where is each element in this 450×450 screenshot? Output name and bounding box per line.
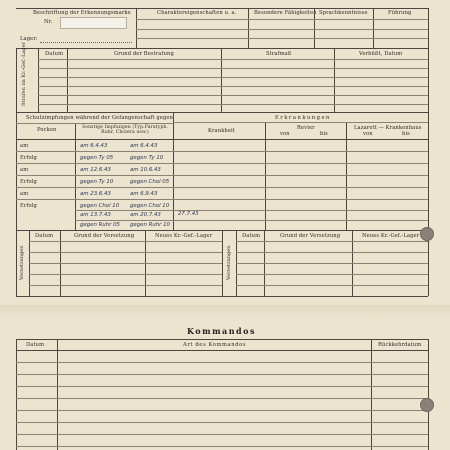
impf-r4-right: gegen Chol 05 <box>130 179 170 185</box>
divider <box>314 8 315 48</box>
divider <box>16 230 17 296</box>
pocken-am-3: am <box>20 191 29 197</box>
impf-r1-right: am 6.4.43 <box>130 143 158 149</box>
row-line <box>16 199 428 200</box>
row-line <box>236 274 428 275</box>
kommandos-col-rueckkehr: Rückkehrdatum <box>378 342 422 348</box>
strafen-col-strafmass: Strafmaß <box>266 51 292 57</box>
revier-von: von <box>280 131 290 137</box>
row-line <box>29 252 222 253</box>
row-line <box>29 241 222 242</box>
row-line <box>16 386 428 387</box>
row-line <box>236 241 428 242</box>
impf-r6-left: gegen Chol 10 <box>80 203 120 209</box>
vers-l-datum: Datum <box>35 233 54 239</box>
punch-hole <box>420 227 434 241</box>
impf-r8-right: gegen Ruhr 10 <box>130 222 170 228</box>
impf-r6-right: gegen Chol 10 <box>130 203 170 209</box>
strafen-col-datum: Datum <box>45 51 64 57</box>
divider <box>428 48 429 112</box>
section-border <box>16 339 428 340</box>
divider <box>16 48 17 112</box>
lager-line <box>40 42 132 43</box>
divider <box>136 8 137 48</box>
vers-l-grund: Grund der Versetzung <box>74 233 135 239</box>
row-line <box>236 263 428 264</box>
row-line <box>236 252 428 253</box>
row-line <box>16 362 428 363</box>
impf-r3-left: am 12.6.43 <box>80 167 111 173</box>
vers-r-lager: Neues Kr.-Gef.-Lager <box>362 233 420 239</box>
row-line <box>16 398 428 399</box>
pocken-am-1: am <box>20 143 29 149</box>
row-line <box>16 374 428 375</box>
row-line <box>29 274 222 275</box>
erkrankungen-title: Erkrankungen <box>275 115 331 121</box>
impf-r8-left: gegen Ruhr 05 <box>80 222 120 228</box>
row-line <box>173 122 428 123</box>
divider <box>373 8 374 48</box>
row-line <box>75 220 428 221</box>
row-line <box>16 350 428 351</box>
divider <box>428 8 429 48</box>
col-krankheit: Krankheit <box>208 128 235 134</box>
impf-r5-right: am 6.9.43 <box>130 191 158 197</box>
vers-r-grund: Grund der Versetzung <box>280 233 341 239</box>
row-line <box>236 285 428 286</box>
row-line <box>75 210 428 211</box>
lazarett-von: von <box>363 131 373 137</box>
section-border <box>16 48 428 49</box>
impf-r5-left: am 23.6.43 <box>80 191 111 197</box>
row-line <box>16 163 428 164</box>
impf-r3-right: am 10.6.43 <box>130 167 161 173</box>
section-border <box>16 112 428 113</box>
row-line <box>38 77 428 78</box>
impf-r4-left: gegen Ty 10 <box>80 179 114 185</box>
row-line <box>38 86 428 87</box>
row-line <box>38 59 428 60</box>
divider <box>67 48 68 112</box>
punch-hole <box>420 398 434 412</box>
col-erkennungsmarke: Beschriftung der Erkennungsmarke <box>33 10 131 16</box>
divider <box>16 112 17 230</box>
row-line <box>136 19 428 20</box>
row-line <box>16 151 428 152</box>
row-line <box>16 123 173 124</box>
kommandos-col-datum: Datum <box>26 342 45 348</box>
divider <box>173 112 174 230</box>
versetzungen-side-left: Versetzungen <box>19 245 25 280</box>
impf-r7-right: am 20.7.43 <box>130 212 161 218</box>
divider <box>248 8 249 48</box>
top-border <box>16 8 428 9</box>
pocken-erfolg-1: Erfolg <box>20 155 37 161</box>
row-line <box>38 104 428 105</box>
nr-field <box>60 17 127 29</box>
row-line <box>16 187 428 188</box>
row-line <box>29 263 222 264</box>
row-line <box>16 446 428 447</box>
row-line <box>38 95 428 96</box>
nr-label: Nr. <box>44 19 53 25</box>
row-line <box>136 38 428 39</box>
fold-band <box>0 305 450 319</box>
section-border <box>16 296 428 297</box>
lazarett-bis: bis <box>402 131 410 137</box>
row-line <box>136 29 428 30</box>
row-line <box>16 422 428 423</box>
strafen-col-grund: Grund der Bestrafung <box>114 51 174 57</box>
divider <box>38 48 39 112</box>
top-edge <box>16 8 18 9</box>
strafen-side-label: Strafen im Kr.-Gef.-Lager <box>21 42 27 106</box>
vers-l-lager: Neues Kr.-Gef.-Lager <box>155 233 213 239</box>
kommandos-title: Kommandos <box>187 326 256 336</box>
row-line <box>29 285 222 286</box>
col-revier: Revier <box>297 125 315 131</box>
row-line <box>16 434 428 435</box>
col-lazarett: Lazarett — Krankenhaus <box>354 125 422 131</box>
impf-r1-left: am 6.4.43 <box>80 143 108 149</box>
divider <box>221 48 222 112</box>
impf-extra-date: 27.7.43 <box>178 211 199 217</box>
impf-r2-left: gegen Ty 05 <box>80 155 114 161</box>
row-line <box>38 68 428 69</box>
row-line <box>16 410 428 411</box>
divider <box>428 339 429 450</box>
lager-label: Lager: <box>20 36 38 42</box>
col-sonstige: Sonstige Impfungen (Typ.Paratyph. Ruhr, Cholera usw.) <box>82 125 168 135</box>
divider <box>222 230 223 296</box>
impfungen-title: Schutzimpfungen während der Gefangenschaft gegen <box>26 115 173 121</box>
row-line <box>16 175 428 176</box>
divider <box>334 48 335 112</box>
col-charakter: Charaktereigenschaften u. a. <box>157 10 237 16</box>
col-faehigkeiten: Besondere Fähigkeiten <box>254 10 317 16</box>
col-pocken: Pocken <box>37 127 57 133</box>
impf-r2-right: gegen Ty 10 <box>130 155 164 161</box>
col-fuehrung: Führung <box>388 10 412 16</box>
vers-r-datum: Datum <box>242 233 261 239</box>
impf-r7-left: am 13.7.43 <box>80 212 111 218</box>
strafen-col-verbuesst: Verbüßt, Datum <box>359 51 403 57</box>
pocken-erfolg-2: Erfolg <box>20 179 37 185</box>
divider <box>428 112 429 230</box>
row-line <box>16 139 428 140</box>
versetzungen-side-right: Versetzungen <box>226 245 232 280</box>
pocken-erfolg-3: Erfolg <box>20 203 37 209</box>
kommandos-col-art: Art des Kommandos <box>183 342 247 348</box>
col-sprachkenntnisse: Sprachkenntnisse <box>319 10 368 16</box>
pocken-am-2: am <box>20 167 29 173</box>
revier-bis: bis <box>320 131 328 137</box>
